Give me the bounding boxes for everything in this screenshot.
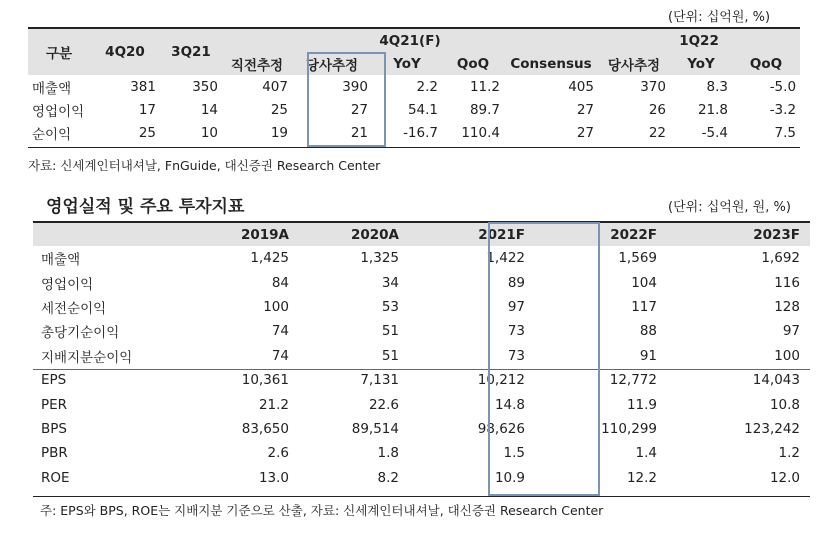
table-cell: 73: [507, 347, 525, 364]
annual-table: [33, 223, 810, 490]
table-cell: 12.2: [626, 469, 657, 486]
subheader-cell: 당사추정: [598, 52, 670, 75]
table-cell: 12.0: [769, 469, 800, 486]
table1-source: 자료: 신세계인터내셔날, FnGuide, 대신증권 Research Center: [28, 158, 381, 173]
table-row: [33, 246, 810, 270]
table-cell: 97: [782, 323, 800, 340]
row-label: 영업이익: [41, 276, 94, 293]
table-cell: 100: [774, 347, 800, 364]
row-label: PER: [41, 396, 68, 413]
header-1q22: 1Q22: [598, 29, 800, 52]
table-row: [33, 466, 810, 490]
table-cell: 8.3: [706, 78, 728, 95]
table-cell: 97: [507, 298, 525, 315]
table-cell: 10: [200, 124, 218, 141]
table-cell: 100: [263, 298, 289, 315]
table-cell: 8.2: [377, 469, 399, 486]
header-3q21: 3Q21: [160, 29, 222, 75]
table-row: [33, 417, 810, 441]
subheader-cell: 당사추정: [292, 52, 372, 75]
table2-note: 주: EPS와 BPS, ROE는 지배지분 기준으로 산출, 자료: 신세계인터내셔날, 대신증권 Research Center: [40, 503, 604, 518]
table-cell: 54.1: [407, 101, 438, 118]
table-cell: 27: [576, 124, 594, 141]
subheader-cell: YoY: [372, 52, 442, 75]
table-cell: 10,212: [477, 372, 525, 389]
table-cell: 10,361: [241, 372, 289, 389]
table1-bottom-rule: [28, 147, 800, 148]
table-cell: 10.9: [494, 469, 525, 486]
table-cell: 89: [507, 274, 525, 291]
column-header: [33, 223, 179, 246]
table-cell: 381: [130, 78, 156, 95]
table-cell: 26: [648, 101, 666, 118]
subheader-cell: QoQ: [732, 52, 800, 75]
table-row: [28, 75, 800, 98]
table-row: [33, 270, 810, 294]
table-header-row: [33, 223, 810, 246]
table-row: [33, 319, 810, 343]
table-cell: -5.0: [769, 78, 797, 95]
column-header: 2023F: [667, 223, 810, 246]
subheader-cell: Consensus: [504, 52, 598, 75]
column-header: 2020A: [299, 223, 409, 246]
header-gubun: 구분: [28, 29, 90, 75]
header-4q20: 4Q20: [90, 29, 160, 75]
table-cell: 21: [350, 124, 368, 141]
table-cell: 1.4: [635, 445, 657, 462]
table-row: [28, 121, 800, 144]
row-label: EPS: [41, 372, 67, 389]
table-row: [33, 441, 810, 465]
table-cell: 14,043: [752, 372, 800, 389]
row-label: 세전순이익: [41, 300, 107, 317]
row-label: PBR: [41, 445, 68, 462]
table-cell: 1,422: [486, 250, 525, 267]
table-cell: 1,325: [360, 250, 399, 267]
table1-unit: (단위: 십억원, %): [668, 10, 771, 25]
table-cell: 1.8: [377, 445, 399, 462]
table-cell: 25: [270, 101, 288, 118]
table-cell: 405: [568, 78, 594, 95]
table-cell: 27: [576, 101, 594, 118]
table-cell: 74: [271, 323, 289, 340]
table-cell: 123,242: [744, 420, 800, 437]
row-label: 영업이익: [32, 103, 85, 120]
table-cell: 117: [631, 298, 657, 315]
table-cell: 89,514: [351, 420, 399, 437]
table-cell: -3.2: [769, 101, 797, 118]
table-cell: 1.2: [778, 445, 800, 462]
row-label: 총당기순이익: [41, 325, 120, 342]
table-cell: 21.2: [258, 396, 289, 413]
table-cell: 83,650: [241, 420, 289, 437]
table-cell: 11.9: [626, 396, 657, 413]
table-cell: 22.6: [368, 396, 399, 413]
table-row: [33, 344, 810, 368]
subheader-cell: QoQ: [442, 52, 504, 75]
row-label: 매출액: [41, 252, 81, 269]
row-label: 지배지분순이익: [41, 349, 133, 366]
table-cell: 98,626: [477, 420, 525, 437]
table-cell: 1,692: [761, 250, 800, 267]
table-cell: 7,131: [360, 372, 399, 389]
table-cell: 14: [200, 101, 218, 118]
column-header: 2021F: [409, 223, 535, 246]
table-cell: 73: [507, 323, 525, 340]
table-cell: 2.6: [267, 445, 289, 462]
table-cell: 390: [342, 78, 368, 95]
table-cell: 91: [639, 347, 657, 364]
table-cell: 17: [138, 101, 156, 118]
table-cell: 19: [270, 124, 288, 141]
table-cell: 51: [381, 323, 399, 340]
table-cell: 74: [271, 347, 289, 364]
table-cell: 10.8: [769, 396, 800, 413]
row-label: BPS: [41, 420, 67, 437]
table-cell: 128: [774, 298, 800, 315]
table-cell: 104: [631, 274, 657, 291]
table2-unit: (단위: 십억원, 원, %): [668, 200, 791, 215]
table-cell: 12,772: [609, 372, 657, 389]
table-cell: 34: [381, 274, 399, 291]
column-header: 2022F: [535, 223, 667, 246]
table-cell: 7.5: [774, 124, 797, 141]
table-cell: 110,299: [601, 420, 657, 437]
table-cell: 22: [648, 124, 666, 141]
column-header: 2019A: [179, 223, 299, 246]
table-cell: 350: [192, 78, 218, 95]
table-cell: 27: [350, 101, 368, 118]
table-cell: 14.8: [494, 396, 525, 413]
table-cell: -5.4: [701, 124, 728, 141]
table-cell: 1.5: [503, 445, 525, 462]
subheader-cell: YoY: [670, 52, 732, 75]
table-cell: 53: [381, 298, 399, 315]
table-cell: 1,425: [250, 250, 289, 267]
table-cell: 1,569: [618, 250, 657, 267]
row-label: 순이익: [32, 126, 72, 143]
table2-title: 영업실적 및 주요 투자지표: [46, 197, 245, 217]
table-cell: 407: [262, 78, 288, 95]
table-cell: 21.8: [697, 101, 728, 118]
table-cell: 116: [774, 274, 800, 291]
table-cell: 2.2: [416, 78, 438, 95]
table2-bottom-rule: [33, 496, 810, 497]
table-cell: 110.4: [461, 124, 500, 141]
row-label: 매출액: [32, 80, 72, 97]
table-cell: 88: [639, 323, 657, 340]
quarterly-table: [28, 29, 800, 144]
table-cell: 84: [271, 274, 289, 291]
table-cell: 11.2: [469, 78, 500, 95]
subheader-cell: 직전추정: [222, 52, 292, 75]
table-cell: 25: [138, 124, 156, 141]
table-row: [28, 98, 800, 121]
table-cell: 370: [640, 78, 666, 95]
table-row: [33, 368, 810, 392]
table-cell: -16.7: [403, 124, 438, 141]
table2-mid-rule: [33, 369, 810, 370]
header-4q21f: 4Q21(F): [222, 29, 598, 52]
table-cell: 51: [381, 347, 399, 364]
row-label: ROE: [41, 469, 70, 486]
table-cell: 13.0: [258, 469, 289, 486]
table-row: [33, 295, 810, 319]
table-cell: 89.7: [469, 101, 500, 118]
table-row: [33, 392, 810, 416]
